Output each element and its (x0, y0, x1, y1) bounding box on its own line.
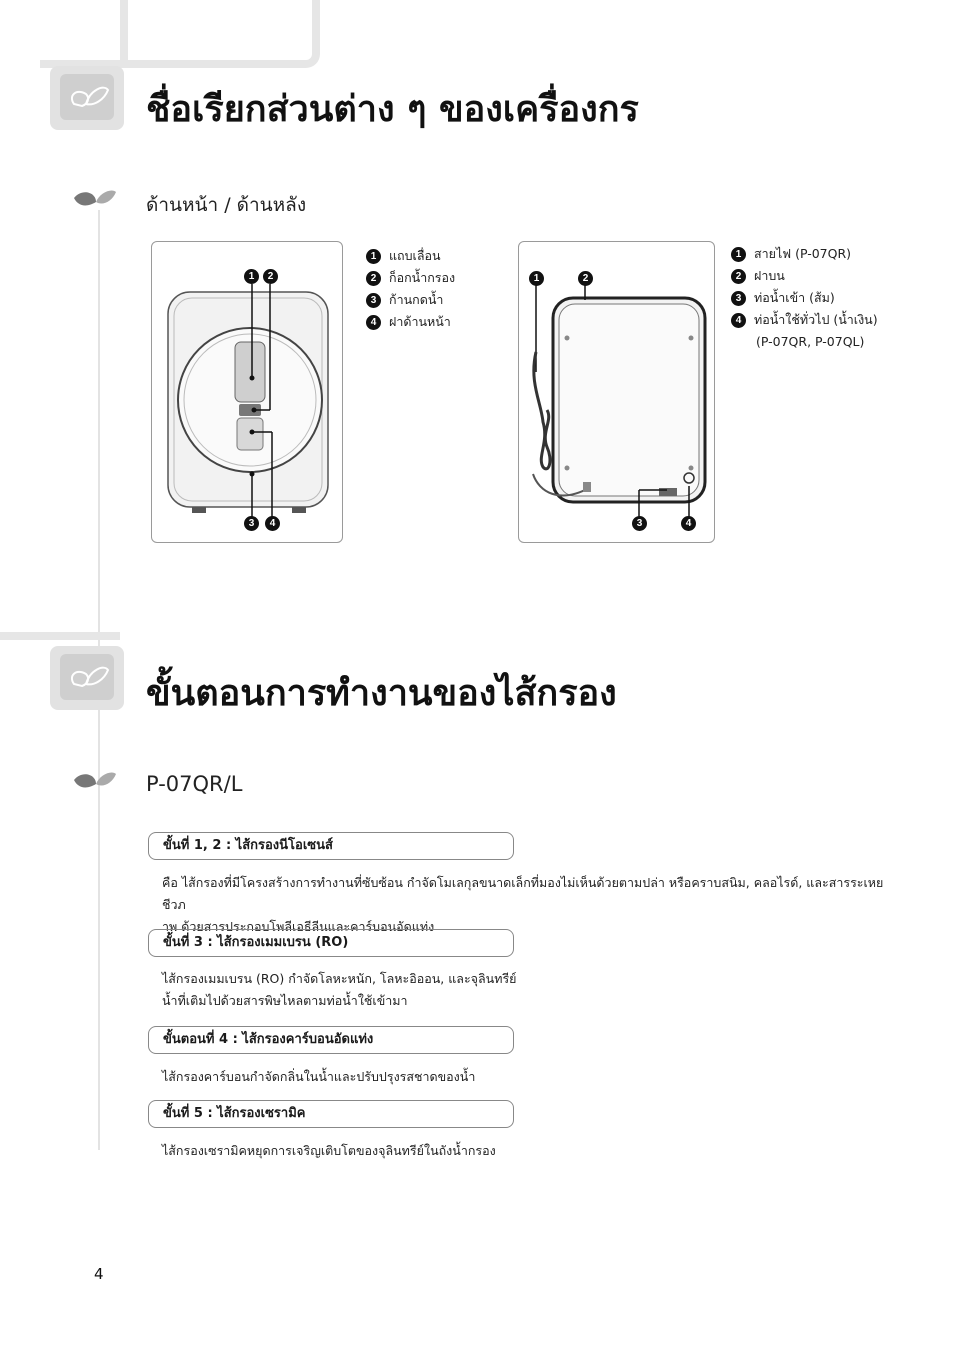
back-marker-3: 3 (632, 516, 647, 531)
page-frame-decoration-inner (40, 0, 128, 68)
back-legend-item: 1 สายไฟ (P-07QR) (731, 243, 878, 265)
front-marker-2: 2 (263, 269, 278, 284)
subtitle-front-back: ด้านหน้า / ด้านหลัง (146, 194, 307, 216)
front-legend-item: 1 แถบเลื่อน (366, 245, 455, 267)
front-legend-item: 4 ฝาด้านหน้า (366, 311, 455, 333)
step-heading: ขั้นที่ 3 : ไส้กรองเมมเบรน (RO) (148, 929, 514, 957)
section-leaf-icon (50, 66, 124, 130)
back-view-illustration (519, 242, 714, 542)
front-marker-3: 3 (244, 516, 259, 531)
leaf-bullet-icon (72, 188, 118, 212)
front-view-illustration (152, 242, 342, 542)
step-heading: ขั้นตอนที่ 4 : ไส้กรองคาร์บอนอัดแท่ง (148, 1026, 514, 1054)
back-marker-4: 4 (681, 516, 696, 531)
back-legend-note: (P-07QR, P-07QL) (756, 334, 865, 349)
section-title-parts: ชื่อเรียกส่วนต่าง ๆ ของเครื่องกร (146, 88, 639, 130)
back-legend-item: 4 ท่อน้ำใช้ทั่วไป (น้ำเงิน) (731, 309, 878, 331)
front-legend-item: 2 ก็อกน้ำกรอง (366, 267, 455, 289)
step-heading: ขั้นที่ 5 : ไส้กรองเซรามิค (148, 1100, 514, 1128)
front-legend (366, 245, 455, 333)
front-view-diagram (151, 241, 343, 543)
back-marker-2: 2 (578, 271, 593, 286)
section-rule (0, 632, 120, 640)
step-description: ไส้กรองเซรามิคหยุดการเจริญเติบโตของจุลินทรีย์ในถังน้ำกรอง (162, 1143, 496, 1158)
leaf-bullet-icon (72, 770, 118, 794)
back-legend-item: 2 ฝาบน (731, 265, 878, 287)
subtitle-model: P-07QR/L (146, 772, 243, 796)
front-marker-4: 4 (265, 516, 280, 531)
back-view-diagram (518, 241, 715, 543)
back-legend-item: 3 ท่อน้ำเข้า (ส้ม) (731, 287, 878, 309)
front-legend-item: 3 ก้านกดน้ำ (366, 289, 455, 311)
page-number: 4 (94, 1265, 104, 1283)
step-description: ไส้กรองคาร์บอนกำจัดกลิ่นในน้ำและปรับปรุงรสชาดของน้ำ (162, 1069, 476, 1084)
section-title-filter-process: ขั้นตอนการทำงานของไส้กรอง (146, 672, 617, 714)
step-description: คือ ไส้กรองที่มีโครงสร้างการทำงานที่ซับซ้อน กำจัดโมเลกุลขนาดเล็กที่มองไม่เห็นด้วยตามปล่า หรือคราบสนิม, คลอไรด์, และสารระเหยชีวภ าพ ด้วยสารประกอบโพลีเอธีลีนและคาร์บอนอัดแท่ง (162, 875, 884, 934)
back-marker-1: 1 (529, 271, 544, 286)
back-legend (731, 243, 878, 353)
step-description: ไส้กรองเมมเบรน (RO) กำจัดโลหะหนัก, โลหะอิออน, และจุลินทรีย์ น้ำที่เติมไปด้วยสารพิษไหลตามท่อน้ำใช้เข้ามา (162, 971, 517, 1008)
front-marker-1: 1 (244, 269, 259, 284)
step-heading: ขั้นที่ 1, 2 : ไส้กรองนีโอเซนส์ (148, 832, 514, 860)
section-leaf-icon (50, 646, 124, 710)
